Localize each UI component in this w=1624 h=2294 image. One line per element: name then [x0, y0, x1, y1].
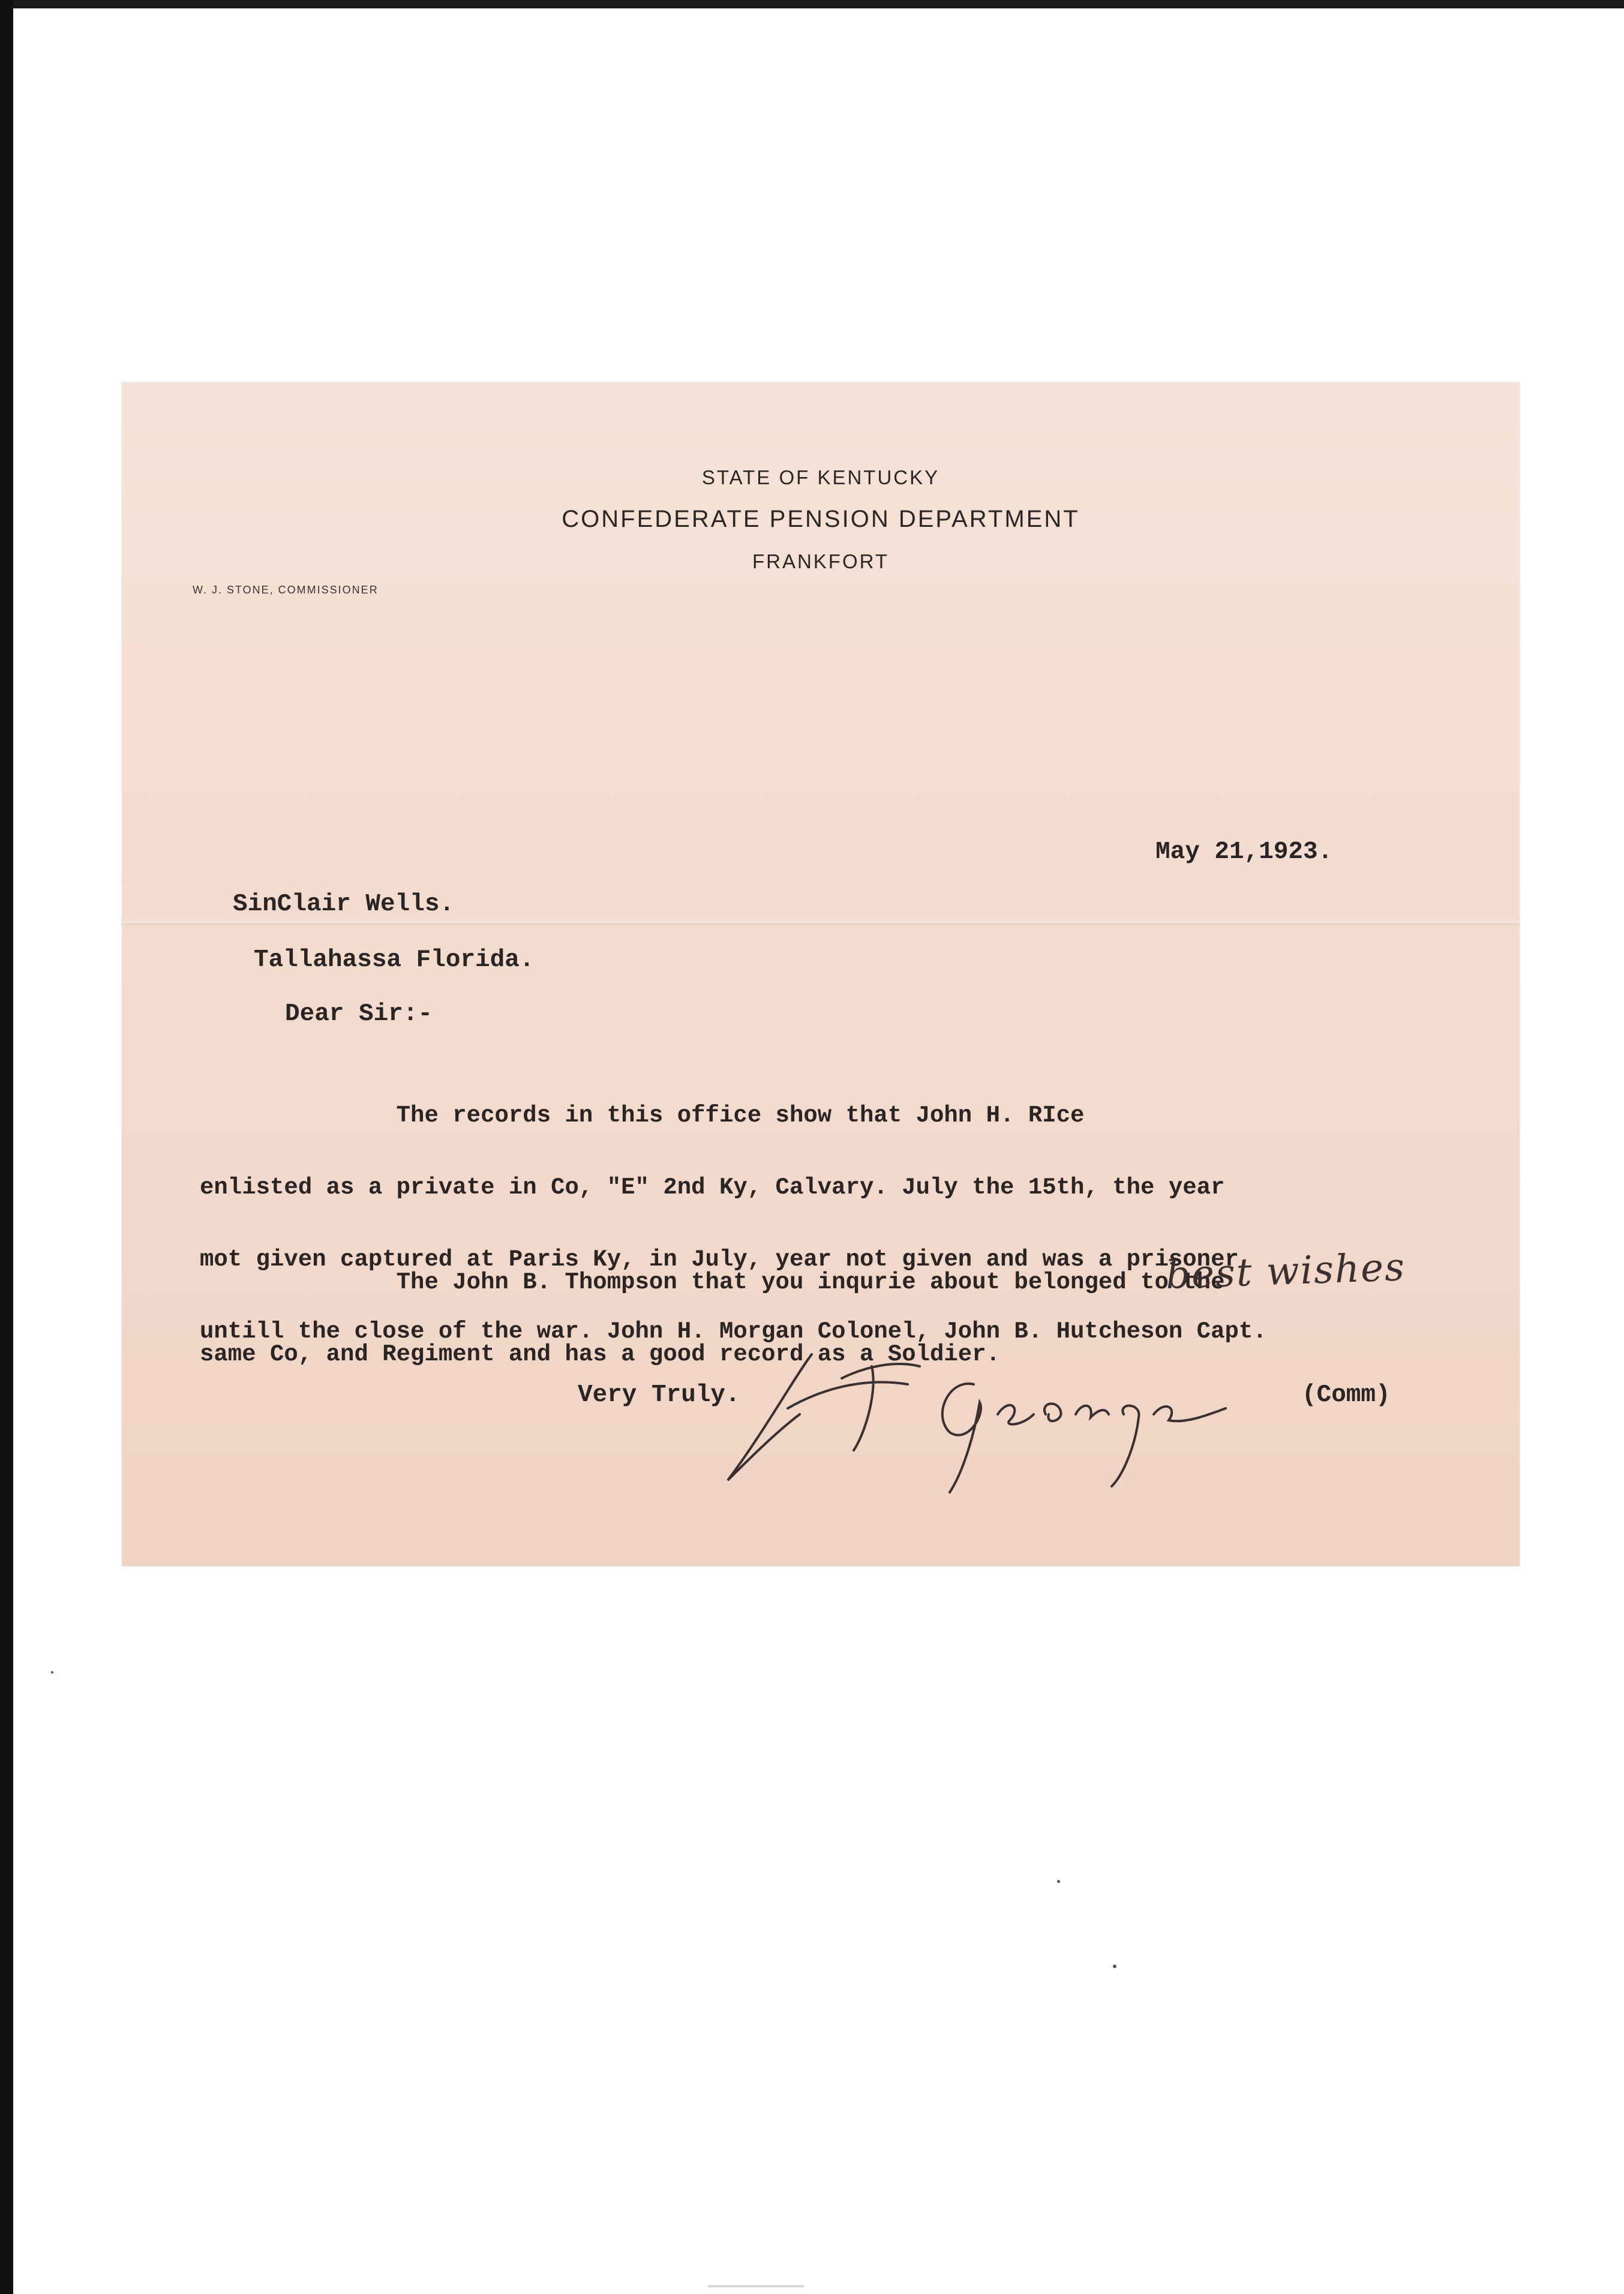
- scan-speck: [51, 1671, 53, 1674]
- body-line: enlisted as a private in Co, "E" 2nd Ky, Calvary. July the 15th, the year: [200, 1174, 1225, 1201]
- signature-title: (Comm): [1302, 1381, 1391, 1409]
- scan-top-edge: [0, 0, 1624, 8]
- letter-salutation: Dear Sir:-: [285, 1000, 433, 1028]
- letter-address: Tallahassa Florida.: [254, 946, 535, 974]
- letter-page: [122, 382, 1520, 1566]
- letterhead-city: FRANKFORT: [752, 550, 890, 572]
- signature-image: [722, 1342, 1262, 1498]
- letter-closing: Very Truly.: [578, 1381, 740, 1409]
- body-line: mot given captured at Paris Ky, in July, year not given and was a prisoner: [200, 1246, 1239, 1273]
- letter-addressee: SinClair Wells.: [233, 890, 455, 918]
- scan-speck: [1113, 1965, 1116, 1968]
- handwritten-note: best wishes: [1164, 1245, 1406, 1298]
- letterhead-state: STATE OF KENTUCKY: [701, 466, 940, 488]
- body-line: The records in this office show that John H. RIce: [200, 1102, 1085, 1129]
- letterhead-department: CONFEDERATE PENSION DEPARTMENT: [562, 506, 1080, 532]
- scan-speck: [1057, 1880, 1060, 1883]
- body-line: same Co, and Regiment and has a good record as a Soldier.: [200, 1341, 1001, 1368]
- paper-fold-line: [122, 921, 1520, 925]
- scan-left-edge: [0, 0, 13, 2294]
- body-line: untill the close of the war. John H. Morgan Colonel, John B. Hutcheson Capt.: [200, 1318, 1267, 1345]
- letterhead-commissioner: W. J. STONE, COMMISSIONER: [193, 584, 379, 596]
- letter-date: May 21,1923.: [1155, 838, 1333, 866]
- body-line: The John B. Thompson that you inqurie about belonged to the: [200, 1269, 1225, 1296]
- scan-bottom-mark: [708, 2285, 804, 2287]
